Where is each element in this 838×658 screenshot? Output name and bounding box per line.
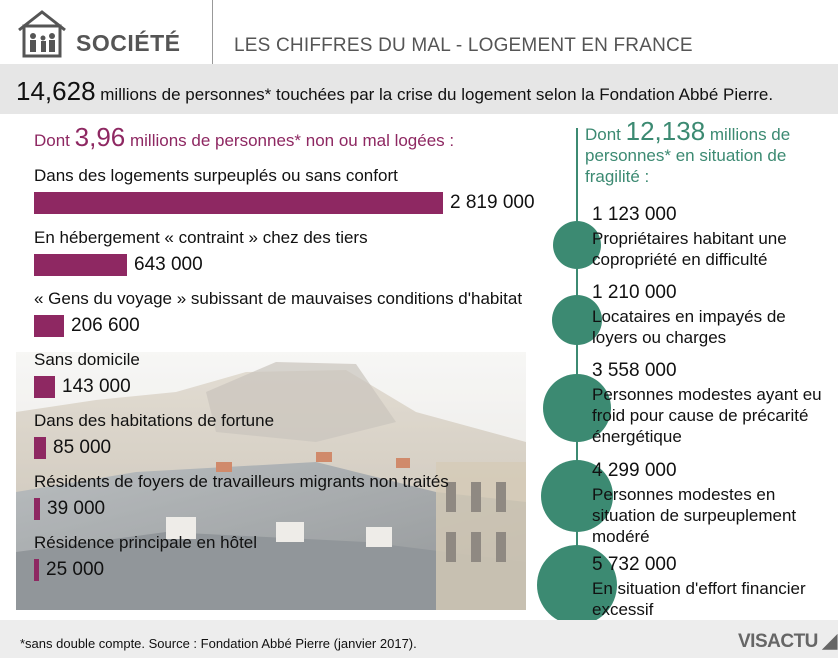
bar-value-label: 39 000 <box>47 498 106 519</box>
bar <box>34 315 64 337</box>
visactu-logo-icon: VISACTU ◢ <box>738 631 837 652</box>
bar-value-label: 643 000 <box>134 254 203 275</box>
bar-value-label: 206 600 <box>71 315 140 336</box>
category-label: Résidence principale en hôtel <box>34 533 258 552</box>
source-note: *sans double compte. Source : Fondation Abbé Pierre (janvier 2017). <box>20 636 417 651</box>
left-heading-suffix: millions de personnes* non ou mal logées : <box>125 131 455 150</box>
summary-rest: millions de personnes* touchées par la crise du logement selon la Fondation Abbé Pierre. <box>95 85 774 104</box>
bar-value-label: 2 819 000 <box>450 192 535 213</box>
category-label: Résidents de foyers de travailleurs migrants non traités <box>34 472 449 491</box>
left-heading <box>34 122 454 153</box>
category-label: Dans des logements surpeuplés ou sans confort <box>34 166 398 185</box>
right-heading <box>585 116 825 187</box>
page-title: LES CHIFFRES DU MAL - LOGEMENT EN FRANCE <box>234 35 693 56</box>
summary-number: 14,628 <box>16 76 96 106</box>
fragility-value: 4 299 000 <box>592 460 677 481</box>
category-label: En hébergement « contraint » chez des tiers <box>34 228 368 247</box>
category-label: « Gens du voyage » subissant de mauvaises conditions d'habitat <box>34 289 523 308</box>
category-label: Sans domicile <box>34 350 140 369</box>
bar-value-label: 143 000 <box>62 376 131 397</box>
fragility-label: Locataires en impayés de loyers ou charges <box>592 307 786 347</box>
bar <box>34 437 46 459</box>
right-heading-prefix: Dont <box>585 125 626 144</box>
bar <box>34 254 127 276</box>
brand-text: VISACTU <box>738 631 818 652</box>
bar <box>34 498 40 520</box>
right-heading-number: 12,138 <box>625 116 706 146</box>
bar-value-label: 25 000 <box>46 559 105 580</box>
fragility-label: En situation d'effort financier excessif <box>592 579 806 619</box>
left-heading-prefix: Dont <box>34 131 75 150</box>
bar <box>34 192 443 214</box>
bar <box>34 376 55 398</box>
bar <box>34 559 39 581</box>
fragility-value: 1 123 000 <box>592 204 677 225</box>
header-divider <box>212 0 213 64</box>
fragility-label: Personnes modestes ayant eu froid pour cause de précarité énergétique <box>592 385 822 446</box>
summary-text <box>16 76 773 107</box>
fragility-value: 3 558 000 <box>592 360 677 381</box>
bar-value-label: 85 000 <box>53 437 112 458</box>
category-label: Dans des habitations de fortune <box>34 411 275 430</box>
fragility-value: 1 210 000 <box>592 282 677 303</box>
house-family-icon <box>16 8 68 58</box>
fragility-label: Personnes modestes en situation de surpeuplement modéré <box>592 485 797 546</box>
fragility-value: 5 732 000 <box>592 554 677 575</box>
header <box>0 0 838 64</box>
left-heading-number: 3,96 <box>74 122 126 152</box>
fragility-label: Propriétaires habitant une copropriété en difficulté <box>592 229 787 269</box>
section-title: SOCIÉTÉ <box>76 30 181 56</box>
right-heading-suffix: millions de personnes* en situation de fragilité : <box>585 125 791 186</box>
